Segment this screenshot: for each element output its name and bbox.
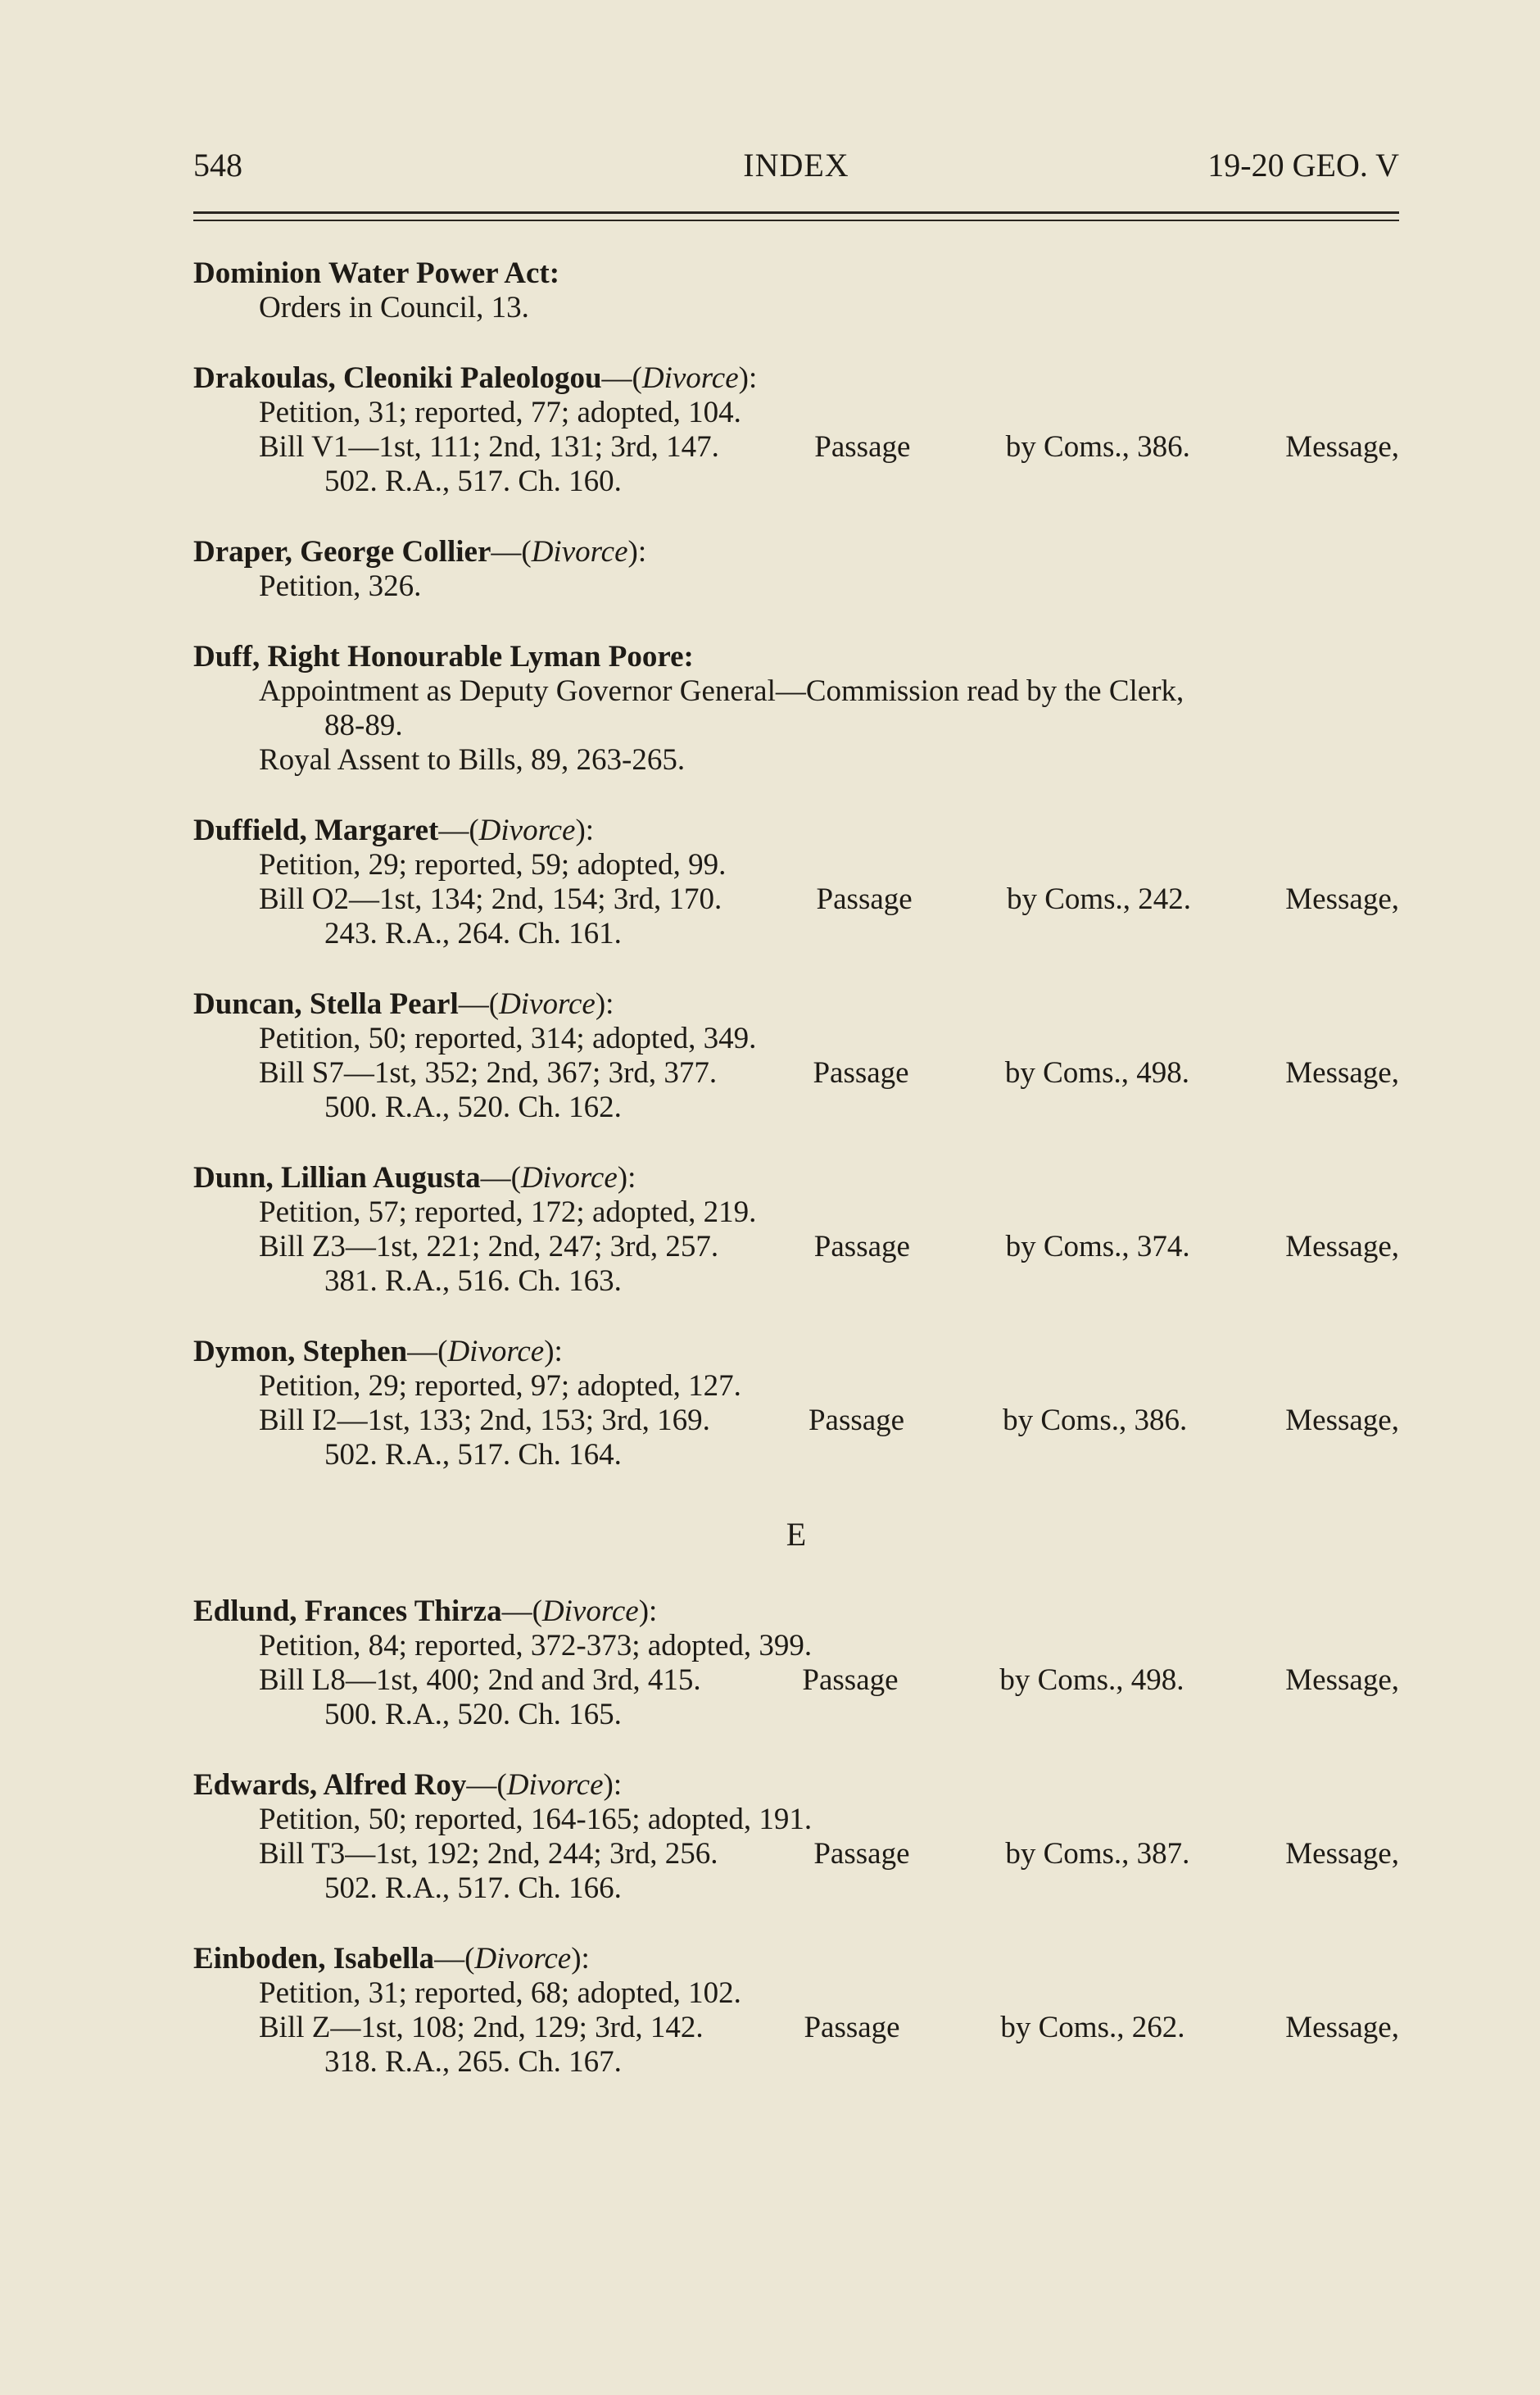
bill-passage-word: Passage bbox=[814, 430, 911, 464]
entry-heading: Edlund, Frances Thirza—(Divorce): bbox=[193, 1594, 658, 1628]
entry-name: Drakoulas, Cleoniki Paleologou bbox=[193, 361, 602, 395]
entry-name: Edlund, Frances Thirza bbox=[193, 1594, 502, 1628]
index-entry bbox=[193, 640, 1399, 778]
bill-passage-word: Passage bbox=[813, 1837, 910, 1871]
entry-heading bbox=[193, 640, 1399, 674]
bill-record bbox=[193, 1056, 1399, 1125]
bill-continuation: 502. R.A., 517. Ch. 160. bbox=[324, 465, 622, 498]
bill-message-word: Message, bbox=[1285, 1663, 1399, 1697]
entry-note: Divorce bbox=[474, 1942, 572, 1975]
entry-note: Divorce bbox=[641, 361, 739, 395]
bill-passage-word: Passage bbox=[804, 2011, 900, 2044]
bill-continuation: 318. R.A., 265. Ch. 167. bbox=[324, 2045, 622, 2079]
bill-line bbox=[259, 1837, 1399, 1871]
entry-note: Divorce bbox=[478, 814, 576, 847]
entry-line: Petition, 57; reported, 172; adopted, 219. bbox=[259, 1195, 757, 1229]
entry-name: Draper, George Collier bbox=[193, 535, 491, 569]
entry-note: Divorce bbox=[520, 1161, 618, 1195]
entry-suffix: : bbox=[549, 256, 560, 290]
bill-passage: by Coms., 387. bbox=[1005, 1837, 1190, 1871]
index-content bbox=[193, 256, 1399, 2116]
entry-heading: Duffield, Margaret—(Divorce): bbox=[193, 814, 595, 847]
entry-note: Divorce bbox=[531, 535, 628, 569]
bill-record bbox=[193, 1663, 1399, 1732]
index-entry bbox=[193, 1335, 1399, 1472]
bill-record bbox=[193, 430, 1399, 499]
bill-line bbox=[259, 1404, 1399, 1438]
bill-message-word: Message, bbox=[1285, 1404, 1399, 1437]
entry-line: Petition, 29; reported, 97; adopted, 127. bbox=[259, 1369, 741, 1403]
entry-heading: Einboden, Isabella—(Divorce): bbox=[193, 1942, 590, 1975]
entry-note: Divorce bbox=[499, 987, 596, 1021]
bill-passage-word: Passage bbox=[813, 1056, 909, 1090]
entry-name: Duffield, Margaret bbox=[193, 814, 439, 847]
page-number: 548 bbox=[193, 147, 242, 184]
bill-stages: Bill I2—1st, 133; 2nd, 153; 3rd, 169. bbox=[259, 1404, 710, 1437]
entry-heading bbox=[193, 256, 1399, 291]
section-letter: E bbox=[786, 1516, 807, 1553]
bill-message-word: Message, bbox=[1285, 1056, 1399, 1090]
entry-line: Petition, 50; reported, 164-165; adopted, 191. bbox=[259, 1803, 813, 1836]
bill-passage-word: Passage bbox=[816, 882, 913, 916]
entry-line: Appointment as Deputy Governor General—Commission read by the Clerk, bbox=[259, 674, 1184, 708]
entry-line: Petition, 326. bbox=[259, 569, 422, 603]
bill-record bbox=[193, 882, 1399, 951]
bill-record bbox=[193, 1837, 1399, 1906]
entry-name: Edwards, Alfred Roy bbox=[193, 1768, 467, 1802]
bill-line bbox=[259, 1663, 1399, 1698]
bill-message-word: Message, bbox=[1285, 1837, 1399, 1871]
header-rule-top bbox=[193, 211, 1399, 214]
entry-heading: Dymon, Stephen—(Divorce): bbox=[193, 1335, 563, 1368]
index-entry bbox=[193, 361, 1399, 499]
bill-message-word: Message, bbox=[1285, 2011, 1399, 2044]
regnal-year: 19-20 GEO. V bbox=[1207, 147, 1399, 184]
bill-passage-word: Passage bbox=[813, 1230, 910, 1263]
bill-message-word: Message, bbox=[1285, 882, 1399, 916]
entry-line: Petition, 31; reported, 68; adopted, 102. bbox=[259, 1976, 741, 2010]
entry-line: Petition, 31; reported, 77; adopted, 104. bbox=[259, 396, 741, 429]
bill-continuation: 500. R.A., 520. Ch. 165. bbox=[324, 1698, 622, 1731]
bill-message-word: Message, bbox=[1285, 430, 1399, 464]
bill-stages: Bill V1—1st, 111; 2nd, 131; 3rd, 147. bbox=[259, 430, 719, 464]
entry-heading: Dunn, Lillian Augusta—(Divorce): bbox=[193, 1161, 636, 1195]
index-entry bbox=[193, 1942, 1399, 2080]
bill-line bbox=[259, 2011, 1399, 2045]
entry-note: Divorce bbox=[541, 1594, 639, 1628]
entries-e bbox=[193, 1594, 1399, 2080]
bill-line bbox=[259, 430, 1399, 465]
running-header bbox=[193, 146, 1399, 195]
bill-passage: by Coms., 262. bbox=[1000, 2011, 1185, 2044]
bill-passage: by Coms., 386. bbox=[1003, 1404, 1188, 1437]
bill-stages: Bill O2—1st, 134; 2nd, 154; 3rd, 170. bbox=[259, 882, 722, 916]
entry-heading: Drakoulas, Cleoniki Paleologou—(Divorce): bbox=[193, 361, 758, 395]
bill-line bbox=[259, 1056, 1399, 1091]
index-entry bbox=[193, 1161, 1399, 1299]
index-entry bbox=[193, 1768, 1399, 1906]
entry-note: Divorce bbox=[447, 1335, 545, 1368]
bill-continuation: 381. R.A., 516. Ch. 163. bbox=[324, 1264, 622, 1298]
entry-name: Einboden, Isabella bbox=[193, 1942, 435, 1975]
entry-name: Dunn, Lillian Augusta bbox=[193, 1161, 481, 1195]
index-entry bbox=[193, 535, 1399, 604]
entry-heading: Draper, George Collier—(Divorce): bbox=[193, 535, 647, 569]
entry-heading: Duncan, Stella Pearl—(Divorce): bbox=[193, 987, 614, 1021]
bill-stages: Bill S7—1st, 352; 2nd, 367; 3rd, 377. bbox=[259, 1056, 718, 1090]
entry-line: Royal Assent to Bills, 89, 263-265. bbox=[259, 743, 686, 777]
bill-passage: by Coms., 498. bbox=[999, 1663, 1184, 1697]
bill-stages: Bill Z—1st, 108; 2nd, 129; 3rd, 142. bbox=[259, 2011, 704, 2044]
page-title: INDEX bbox=[743, 147, 849, 184]
bill-passage: by Coms., 386. bbox=[1005, 430, 1190, 464]
bill-passage: by Coms., 498. bbox=[1004, 1056, 1189, 1090]
index-entry bbox=[193, 1594, 1399, 1732]
bill-record bbox=[193, 2011, 1399, 2080]
entry-name: Duncan, Stella Pearl bbox=[193, 987, 459, 1021]
entry-line: Orders in Council, 13. bbox=[259, 291, 529, 324]
bill-continuation: 243. R.A., 264. Ch. 161. bbox=[324, 917, 622, 950]
bill-continuation: 502. R.A., 517. Ch. 166. bbox=[324, 1871, 622, 1905]
index-entry bbox=[193, 814, 1399, 951]
bill-message-word: Message, bbox=[1285, 1230, 1399, 1263]
entry-heading: Edwards, Alfred Roy—(Divorce): bbox=[193, 1768, 623, 1802]
bill-stages: Bill L8—1st, 400; 2nd and 3rd, 415. bbox=[259, 1663, 701, 1697]
entry-suffix: : bbox=[683, 640, 694, 674]
bill-record bbox=[193, 1404, 1399, 1472]
entry-line: Petition, 84; reported, 372-373; adopted, 399. bbox=[259, 1629, 813, 1662]
bill-line bbox=[259, 1230, 1399, 1264]
index-entry bbox=[193, 256, 1399, 325]
entries-d bbox=[193, 256, 1399, 1472]
header-rule-bottom bbox=[193, 220, 1399, 221]
entry-line: Petition, 29; reported, 59; adopted, 99. bbox=[259, 848, 727, 882]
bill-line bbox=[259, 882, 1399, 917]
bill-passage-word: Passage bbox=[802, 1663, 899, 1697]
entry-line: Petition, 50; reported, 314; adopted, 349. bbox=[259, 1022, 757, 1055]
entry-name: Dymon, Stephen bbox=[193, 1335, 408, 1368]
bill-continuation: 500. R.A., 520. Ch. 162. bbox=[324, 1091, 622, 1124]
bill-stages: Bill T3—1st, 192; 2nd, 244; 3rd, 256. bbox=[259, 1837, 718, 1871]
index-entry bbox=[193, 987, 1399, 1125]
entry-name: Dominion Water Power Act bbox=[193, 256, 550, 290]
bill-passage: by Coms., 374. bbox=[1005, 1230, 1190, 1263]
bill-passage-word: Passage bbox=[808, 1404, 905, 1437]
bill-continuation: 502. R.A., 517. Ch. 164. bbox=[324, 1438, 622, 1472]
entry-line: 88-89. bbox=[324, 709, 403, 742]
entry-note: Divorce bbox=[506, 1768, 604, 1802]
entry-name: Duff, Right Honourable Lyman Poore bbox=[193, 640, 684, 674]
bill-stages: Bill Z3—1st, 221; 2nd, 247; 3rd, 257. bbox=[259, 1230, 719, 1263]
bill-record bbox=[193, 1230, 1399, 1299]
bill-passage: by Coms., 242. bbox=[1006, 882, 1192, 916]
